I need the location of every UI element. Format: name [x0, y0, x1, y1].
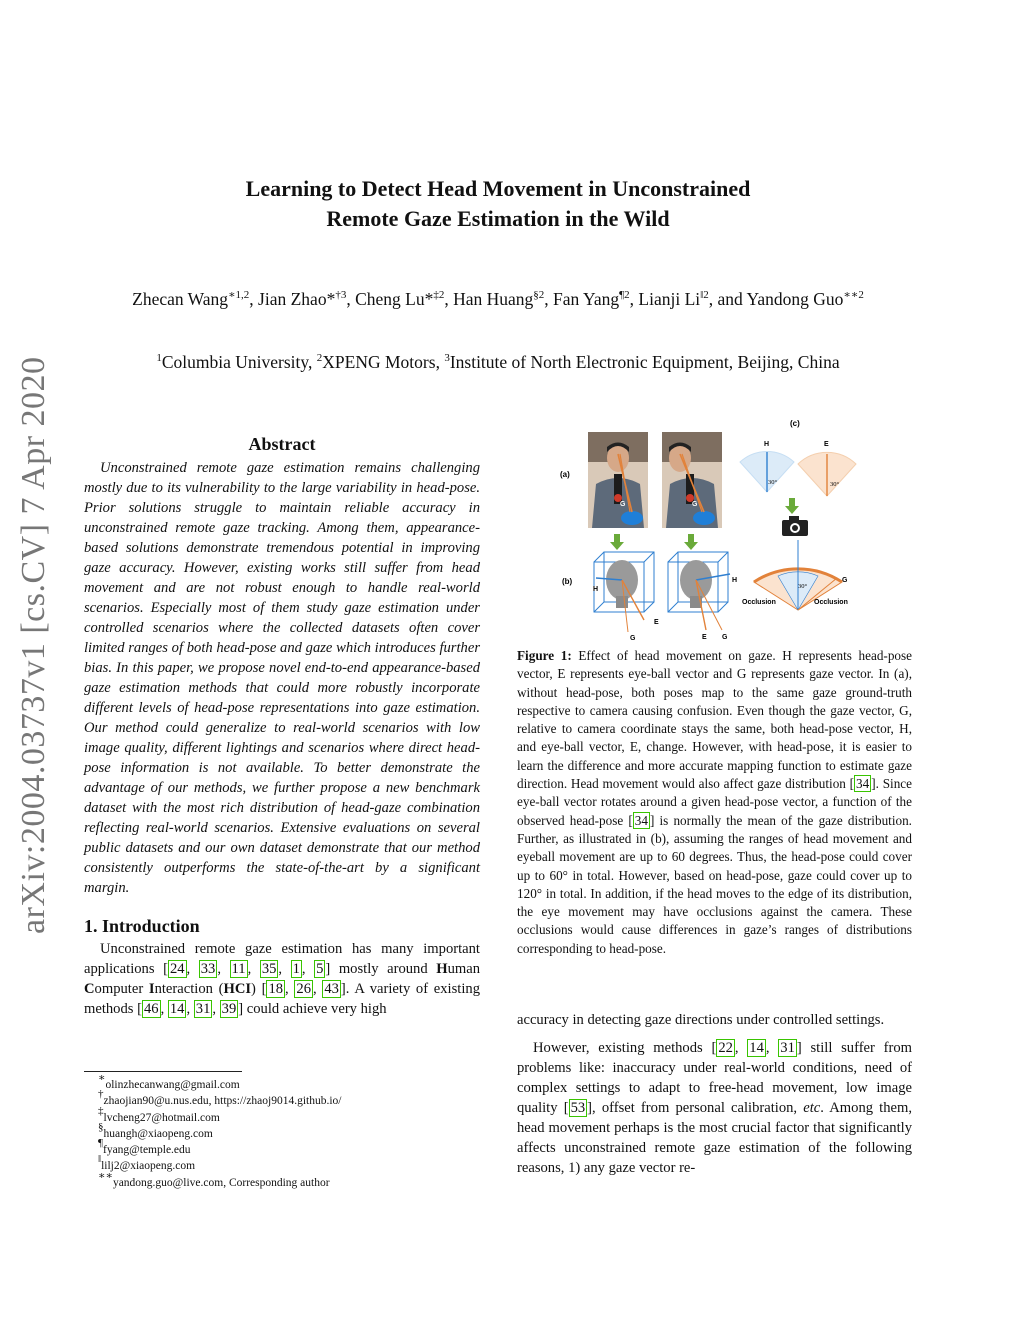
label-a: (a)	[560, 470, 570, 479]
citation-link[interactable]: 39	[221, 1001, 237, 1017]
footnote-mark: ‡	[98, 1104, 104, 1117]
angle-label: 30°	[798, 583, 808, 590]
footnote	[84, 1072, 480, 1093]
citation-link[interactable]: 18	[268, 981, 284, 997]
author-sup: ‖2	[700, 289, 709, 301]
g-label: G	[842, 577, 848, 584]
footnote-mark: ‖	[98, 1153, 102, 1166]
g-label: G	[722, 634, 728, 641]
footnote-text: yandong.guo@live.com, Corresponding author	[112, 1176, 330, 1189]
head-model-2	[668, 552, 737, 641]
footnote	[84, 1120, 480, 1142]
angle-label: 30°	[830, 481, 840, 488]
footnote-text: lilj2@xiaopeng.com	[101, 1160, 196, 1173]
text-run: could achieve very high	[246, 1001, 387, 1017]
hci-abbr: HCI	[223, 981, 252, 997]
figure-1	[556, 414, 886, 642]
text-run: omputer	[94, 981, 144, 997]
paper-title	[100, 174, 896, 234]
author-name: Lianji Li	[638, 289, 701, 309]
citation-link[interactable]: 31	[195, 1001, 211, 1017]
author-sup: ¶2	[619, 289, 630, 301]
citation-link[interactable]: 14	[169, 1001, 185, 1017]
author-name: Zhecan Wang	[132, 289, 229, 309]
footnote	[84, 1104, 480, 1126]
affiliation: XPENG Motors	[322, 352, 436, 372]
citation-link[interactable]: 1	[292, 961, 300, 977]
text-run: still suffer from problems like: inaccuracy under real-world conditions, need of complex settings to adapt to free-head movement, low image quality	[517, 1040, 912, 1116]
head-range-fan	[740, 441, 794, 492]
intro-paragraph: However, existing methods [ 22 , 14 , 31 ] still suffer from problems like: inaccuracy under real-world conditions, need of complex settings to adapt to free-head movement, low image quality [ 53 ], offset from personal calibration, etc. Among them, head movement perhaps is the most crucial factor that significantly affects unconstrained remote gaze estimation of the following reasons, 1) any gaze vector re-	[517, 1040, 913, 1176]
text-run: uman	[447, 961, 480, 977]
citation-link[interactable]: 26	[296, 981, 311, 997]
footnote	[84, 1169, 480, 1191]
abstract-heading: Abstract	[248, 434, 316, 454]
citation-link[interactable]: 31	[780, 1040, 795, 1056]
text-run: Effect of head movement on gaze. H represents head-pose vector, E represents eye-ball vector and G represents gaze vector. In (a), without head-pose, both poses map to the same gaze ground-truth respective to camera causing confusion. Even though the gaze vector, G, relative to camera coordinate stays the same, both head-pose vector, H, and eye-ball vector, E, change. However, with head-pose, it is easier to learn the difference and more accurate mapping function to estimate gaze direction. Head movement would also affect gaze distribution	[517, 648, 912, 792]
intro-paragraph: Unconstrained remote gaze estimation has many important applications [ 24 , 33 , 11 , 35 , 1 , 5 ] mostly around Human Computer Interaction (HCI) [ 18 , 26 , 43 ]. A variety of existing methods [ 46 , 14 , 31 , 39 ] could achieve very high	[84, 941, 480, 1017]
arxiv-stamp: arXiv:2004.03737v1 [cs.CV] 7 Apr 2020	[15, 356, 52, 934]
footnote	[84, 1088, 480, 1109]
photo-panel-2	[662, 432, 722, 528]
citation-link[interactable]: 14	[749, 1040, 764, 1056]
footnote-mark: ∗∗	[98, 1169, 113, 1182]
e-label: E	[654, 619, 659, 626]
down-arrow-icon	[785, 498, 799, 514]
footnote-text: huangh@xiaopeng.com	[103, 1127, 213, 1140]
footnote-mark: †	[98, 1088, 104, 1101]
author-list: Zhecan Wang$^{∗1,2}$, Jian Zhao*$^{\dagger 3}$, Cheng Lu*$^{\ddagger 2}$, Han Huang$^{\S 2}$, Fan Yang$^{\P 2}$, Lianji $Li^{‖2}$, and Yandong Guo$^{∗∗2}$	[132, 289, 864, 309]
e-label: E	[702, 634, 707, 641]
footnote	[84, 1137, 480, 1158]
intro-paragraph-cont: accuracy in detecting gaze directions under controlled settings.	[517, 1012, 885, 1028]
footnote	[84, 1153, 480, 1174]
intro-heading: 1. Introduction	[84, 916, 200, 936]
footnote-mark: ∗	[98, 1072, 106, 1084]
abstract-text: Unconstrained remote gaze estimation remains challenging mostly due to its vulnerability to the large variability in head-pose. Prior solutions struggle to maintain reliable accuracy in unconstrained remote gaze tracking. Among them, appearance-based solutions demonstrate tremendous potential in improving gaze accuracy. However, existing works still suffer from head movement and are not robust enough to handle real-world scenarios. Especially most of them study gaze estimation under controlled scenarios where the collected datasets often cover limited ranges of both head-pose and gaze which introduces further bias. In this paper, we propose novel end-to-end appearance-based gaze estimation methods that could more robustly incorporate different levels of head-pose representations into gaze estimation. Our method could generalize to real-world scenarios with low image quality, different lightings and scenarios where direct head-pose information is not available. To better demonstrate the advantage of our methods, we further propose a new benchmark dataset with the most rich distribution of head-gaze combination reflecting real-world scenarios. Extensive evaluations on several public datasets and our own dataset demonstrate that our method consistently outperforms the state-of-the-art by a significant margin.	[84, 460, 480, 896]
text-run: However, existing methods	[533, 1040, 703, 1056]
text-run: nteraction	[154, 981, 213, 997]
text-run: . Since eye-ball vector rotates around a given head-pose vector, a function of the observed head-pose	[517, 776, 912, 828]
h-label: H	[732, 577, 738, 584]
author-name: Cheng Lu*	[355, 289, 434, 309]
eye-range-fan	[798, 441, 856, 496]
author-sup: ∗∗2	[843, 289, 864, 301]
head-model-1	[593, 552, 659, 642]
citation-link[interactable]: 11	[231, 961, 246, 977]
citation-link[interactable]: 34	[856, 776, 870, 792]
angle-label: 30°	[768, 479, 778, 486]
label-b: (b)	[562, 577, 573, 586]
figure-caption: Figure 1: Effect of head movement on gaze. H represents head-pose vector, E represents eye-ball vector and G represents gaze vector. In (a), without head-pose, both poses map to the same gaze ground-truth respective to camera causing confusion. Even though the gaze vector, G, relative to camera coordinate stays the same, both head-pose vector, H, and eye-ball vector, E, change. However, with head-pose, it is easier to learn the difference and more accurate mapping function to estimate gaze direction. Head movement would also affect gaze distribution [ 34 ]. Since eye-ball vector rotates around a given head-pose vector, a function of the observed head-pose [ 34 ] is normally the mean of the gaze distribution. Further, as illustrated in (b), assuming the ranges of head movement and eyeball movement are up to 60 degrees. Thus, the head-pose could cover up to 60° in total. However, based on head-pose, gaze could cover up to 120° in total. In addition, if the head moves to the edge of its distribution, the eye movement may have occlusions against the camera. These occlusions would cause differences in gaze’s ranges of distributions corresponding to head-pose.	[517, 648, 912, 956]
title-line-1: Learning to Detect Head Movement in Unconstrained	[245, 176, 751, 201]
title-line-2: Remote Gaze Estimation in the Wild	[326, 206, 670, 231]
citation-link[interactable]: 33	[200, 961, 216, 977]
left-column	[84, 434, 480, 1019]
g-label: G	[620, 501, 626, 508]
footnotes	[84, 1071, 480, 1191]
footnote-text: zhaojian90@u.nus.edu, https://zhaoj9014.github.io/	[103, 1095, 342, 1108]
g-label: G	[692, 501, 698, 508]
h-label: H	[764, 441, 770, 448]
affil-sup: 1	[156, 352, 162, 364]
text-run: A variety of existing methods	[84, 981, 480, 1017]
author-sup: ‡2	[433, 289, 445, 301]
footnote-text: olinzhecanwang@gmail.com	[105, 1079, 240, 1091]
text-run: , offset from personal calibration,	[592, 1100, 798, 1116]
citation-link[interactable]: 34	[634, 812, 648, 828]
camera-icon	[782, 516, 808, 536]
hci-letter: I	[148, 981, 155, 997]
citation-link[interactable]: 46	[143, 1001, 159, 1017]
citation-link[interactable]: 22	[718, 1040, 733, 1056]
affiliation: Columbia University	[161, 352, 309, 372]
footnote-mark: ¶	[98, 1137, 103, 1150]
right-column	[517, 1010, 912, 1178]
footnote-text: fyang@temple.edu	[102, 1144, 191, 1157]
gaze-distribution-fan	[742, 540, 848, 610]
h-label: H	[593, 586, 599, 593]
author-name: Jian Zhao*	[258, 289, 336, 309]
occlusion-label: Occlusion	[742, 599, 776, 606]
footnote-rule	[84, 1071, 242, 1072]
text-run: is normally the mean of the gaze distribution. Further, as illustrated in (b), assuming the ranges of head movement and eyeball movement are up to 60 degrees. Thus, the head-pose could cover up to 60° in total. However, based on head-pose, gaze could cover up to 120° in total. In addition, if the head moves to the edge of its distribution, the eye movement may have occlusions against the camera. These occlusions would cause differences in gaze’s ranges of distributions corresponding to head-pose.	[517, 812, 912, 956]
hci-letter: C	[84, 981, 95, 997]
text-run: Unconstrained remote gaze estimation has many important applications	[84, 941, 480, 977]
affiliation: Institute of North Electronic Equipment, Beijing, China	[449, 352, 840, 372]
text-run: etc	[803, 1100, 821, 1116]
e-label: E	[824, 441, 829, 448]
citation-link[interactable]: 35	[261, 961, 277, 977]
g-label: G	[630, 635, 636, 642]
author-sup: ∗1,2	[228, 289, 250, 301]
footnote-mark: §	[98, 1120, 104, 1133]
affiliations: $^1$Columbia University, $^2$XPENG Motors, $^3$Institute of North Electronic Equipment, Beijing, China	[156, 352, 840, 372]
author-sup: §2	[533, 289, 545, 301]
author-sup: †3	[335, 289, 347, 301]
down-arrow-icon	[610, 534, 624, 550]
author-name: Han Huang	[453, 289, 534, 309]
affil-sup: 3	[444, 352, 450, 364]
author-name: Fan Yang	[553, 289, 620, 309]
citation-link[interactable]: 53	[570, 1100, 586, 1116]
affil-sup: 2	[316, 352, 323, 364]
author-name: Yandong Guo	[746, 289, 844, 309]
caption-label: Figure 1:	[517, 648, 572, 663]
citation-link[interactable]: 5	[316, 961, 324, 977]
label-c: (c)	[790, 419, 800, 428]
down-arrow-icon	[684, 534, 698, 550]
citation-link[interactable]: 24	[169, 961, 185, 977]
occlusion-label: Occlusion	[814, 599, 848, 606]
text-run: mostly around	[338, 961, 428, 977]
text-run: . Among them, head movement perhaps is the most crucial factor that significantly affects unconstrained remote gaze estimation of the following reasons, 1) any gaze vector re-	[517, 1100, 913, 1176]
citation-link[interactable]: 43	[324, 981, 339, 997]
footnote-text: lvcheng27@hotmail.com	[103, 1111, 220, 1124]
hci-letter: H	[436, 961, 448, 977]
photo-panel-1	[588, 432, 648, 528]
